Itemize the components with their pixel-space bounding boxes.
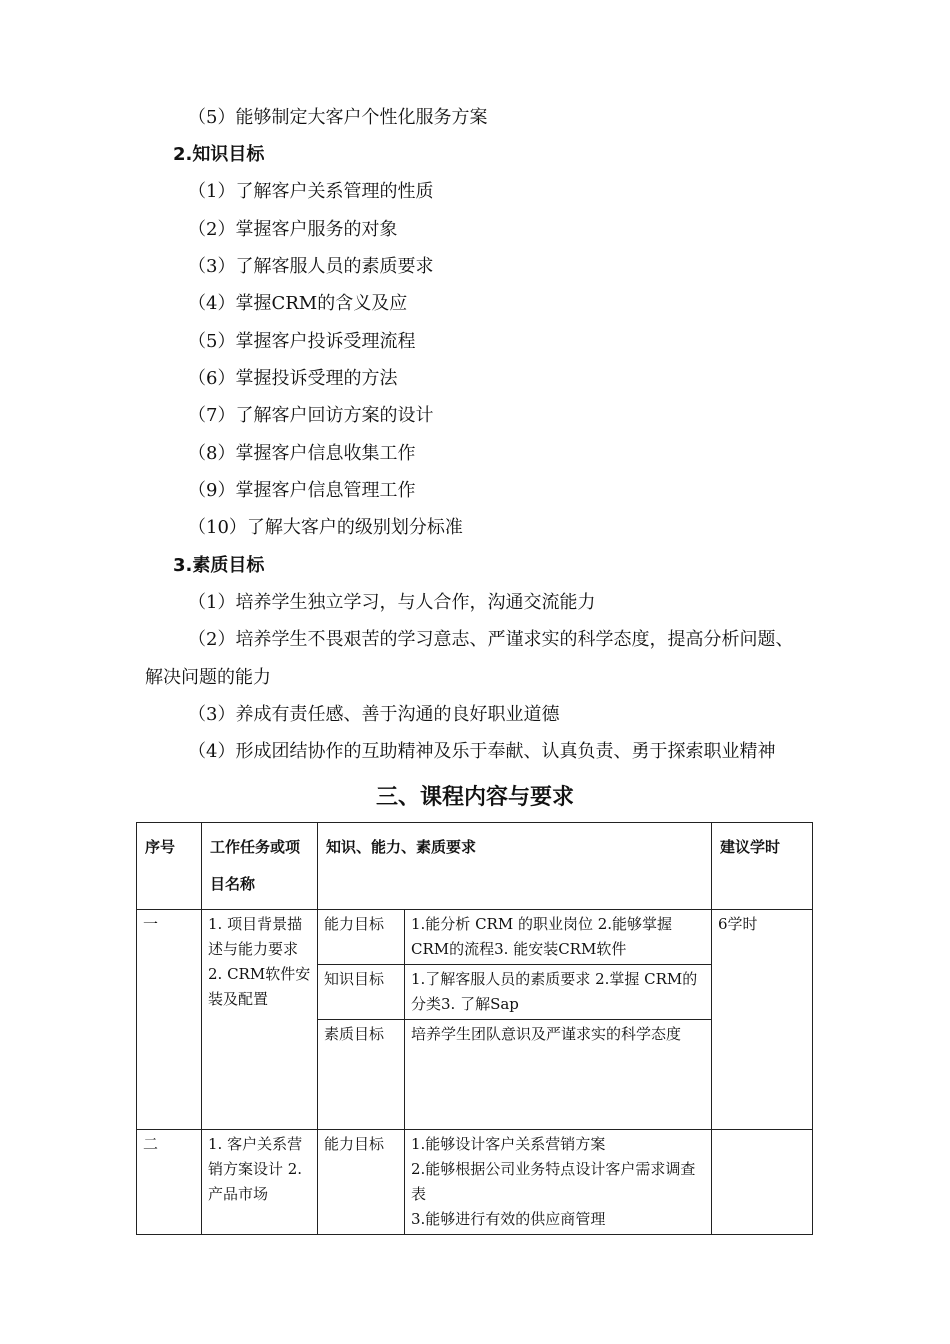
quality-heading: 3.素质目标 [173,555,265,576]
row1-ability-label: 能力目标 [318,910,405,965]
row1-ability-text: 1.能分析 CRM 的职业岗位 2.能够掌握CRM的流程3. 能安装CRM软件 [405,910,712,965]
quality-item: （4）形成团结协作的互助精神及乐于奉献、认真负责、勇于探索职业精神 [188,741,776,762]
knowledge-item: （3）了解客服人员的素质要求 [188,256,434,277]
quality-item: （3）养成有责任感、善于沟通的良好职业道德 [188,704,560,725]
knowledge-item: （7）了解客户回访方案的设计 [188,405,434,426]
table-row [137,910,813,965]
quality-item-continuation: 解决问题的能力 [145,667,271,688]
row2-ability-text [405,1130,712,1235]
course-content-table [136,822,813,1235]
quality-item: （1）培养学生独立学习，与人合作，沟通交流能力 [188,592,596,613]
row2-task: 1. 客户关系营销方案设计 2. 产品市场 [202,1130,318,1235]
header-seq: 序号 [137,823,202,910]
section-title: 三、课程内容与要求 [375,785,574,810]
knowledge-item: （9）掌握客户信息管理工作 [188,480,416,501]
row1-knowledge-label: 知识目标 [318,965,405,1020]
knowledge-item: （5）掌握客户投诉受理流程 [188,331,416,352]
row1-task: 1. 项目背景描述与能力要求 2. CRM软件安装及配置 [202,910,318,1130]
quality-item: （2）培养学生不畏艰苦的学习意志、严谨求实的科学态度，提高分析问题、 [188,629,794,650]
row2-ability-line: 3.能够进行有效的供应商管理 [411,1210,606,1228]
header-requirements: 知识、能力、素质要求 [318,823,712,910]
knowledge-item: （2）掌握客户服务的对象 [188,219,398,240]
row1-quality-text: 培养学生团队意识及严谨求实的科学态度 [405,1020,712,1130]
header-hours: 建议学时 [712,823,813,910]
knowledge-item: （1）了解客户关系管理的性质 [188,181,434,202]
row2-hours [712,1130,813,1235]
row2-seq: 二 [137,1130,202,1235]
row2-ability-line: 2.能够根据公司业务特点设计客户需求调查表 [411,1160,696,1203]
header-task: 工作任务或项目名称 [202,823,318,910]
row1-seq: 一 [137,910,202,1130]
row1-quality-label: 素质目标 [318,1020,405,1130]
row1-hours: 6学时 [712,910,813,1130]
row2-ability-line: 1.能够设计客户关系营销方案 [411,1135,606,1153]
table-header-row [137,823,813,910]
row2-ability-label: 能力目标 [318,1130,405,1235]
knowledge-item: （6）掌握投诉受理的方法 [188,368,398,389]
knowledge-item: （10）了解大客户的级别划分标准 [188,517,463,538]
row1-knowledge-text: 1.了解客服人员的素质要求 2.掌握 CRM的分类3. 了解Sap [405,965,712,1020]
knowledge-heading: 2.知识目标 [173,144,265,165]
knowledge-item: （8）掌握客户信息收集工作 [188,443,416,464]
table-row [137,1130,813,1235]
ability-item-5: （5）能够制定大客户个性化服务方案 [188,107,488,128]
knowledge-item: （4）掌握CRM的含义及应 [188,293,408,314]
